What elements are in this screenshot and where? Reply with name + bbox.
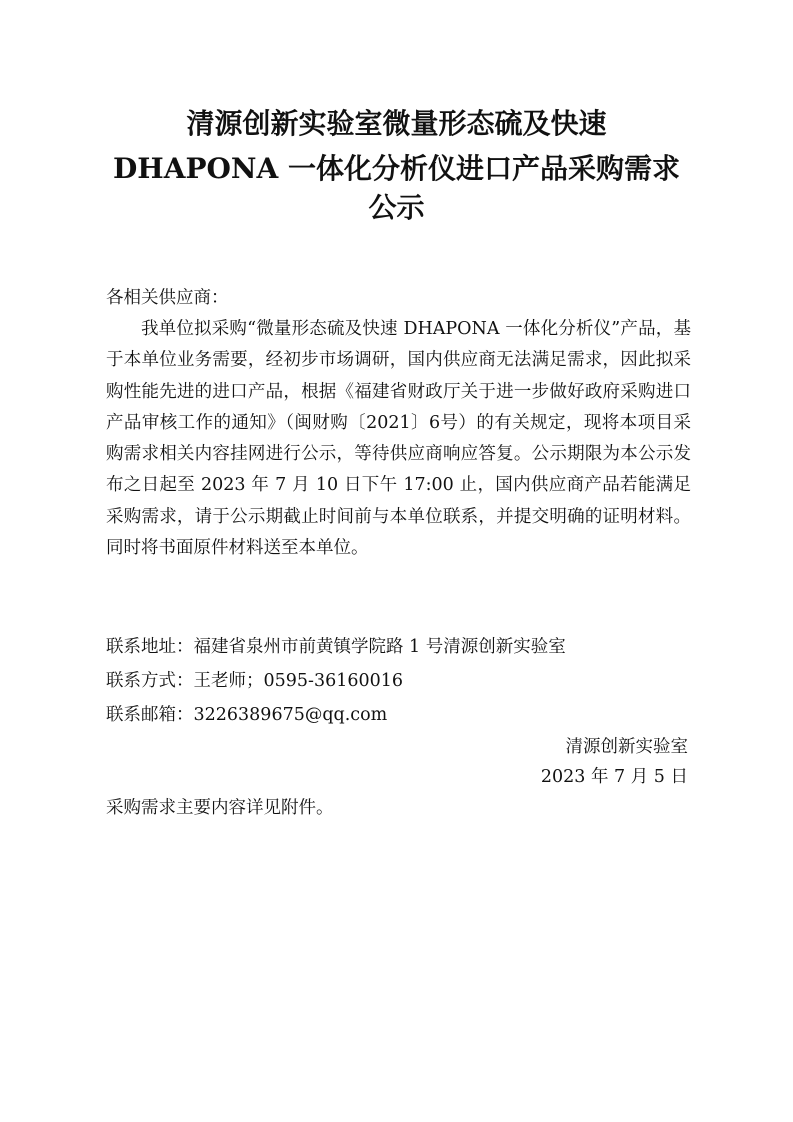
contact-phone: 联系方式：王老师；0595-36160016 [106,671,404,691]
contact-email: 联系邮箱：3226389675@qq.com [106,705,388,725]
signature-org: 清源创新实验室 [565,737,688,757]
doc-title-line-2: DHAPONA 一体化分析仪进口产品采购需求 [113,152,680,185]
footer-note: 采购需求主要内容详见附件。 [106,798,334,818]
signature-date: 2023 年 7 月 5 日 [540,767,688,787]
salutation: 各相关供应商： [106,288,229,308]
doc-title-line-1: 清源创新实验室微量形态硫及快速 [186,107,607,140]
body-paragraph: 我单位拟采购“微量形态硫及快速 DHAPONA 一体化分析仪”产品，基于本单位业务需要，经初步市场调研，国内供应商无法满足需求，因此拟采购性能先进的进口产品，根据《福建省财政厅关于进一步做好政府采购进口产品审核工作的通知》（闽财购〔2021〕6号）的有关规定，现将本项目采购需求相关内容挂网进行公示，等待供应商响应答复。公示期限为本公示发布之日起至 2023 年 7 月 10 日下午 17:00 止，国内供应商产品若能满足采购需求，请于公示期截止时间前与本单位联系，并提交明确的证明材料。同时将书面原件材料送至本单位。 [106,319,691,559]
contact-address: 联系地址：福建省泉州市前黄镇学院路 1 号清源创新实验室 [106,637,566,657]
doc-title-line-3: 公示 [368,191,425,224]
